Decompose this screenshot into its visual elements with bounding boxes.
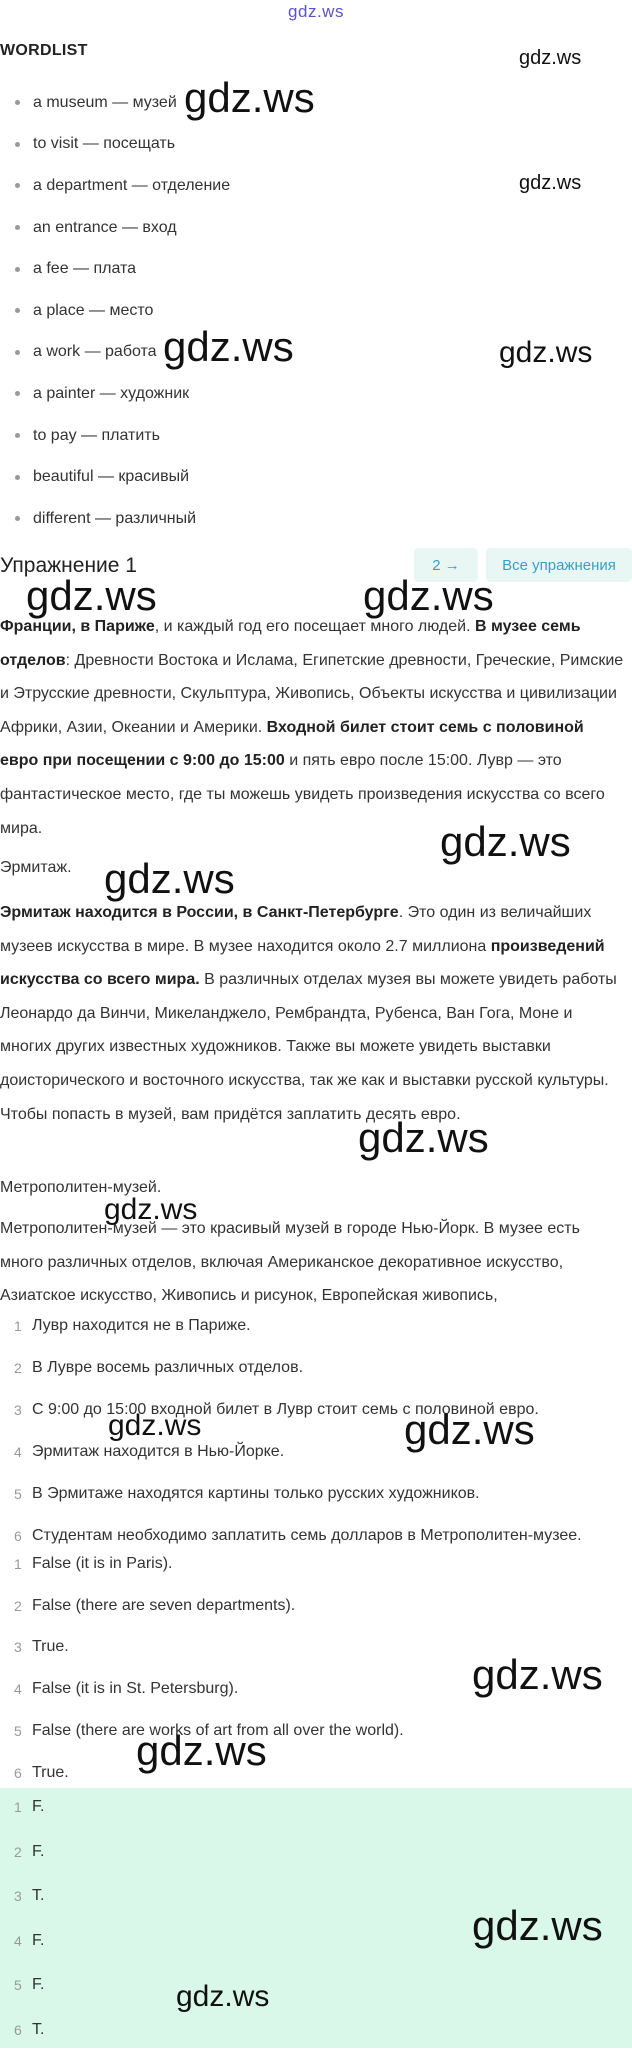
text: , и каждый год его посещает много людей. xyxy=(155,618,475,635)
text: и пять евро после 15:00. Лувр — это фантастическое место, где ты можешь увидеть произведения искусства со всего мира. xyxy=(0,752,605,836)
statement-item xyxy=(0,1473,632,1515)
item-number: 2 xyxy=(0,1598,32,1614)
statement-item xyxy=(0,1305,632,1347)
item-number: 6 xyxy=(0,1528,32,1544)
bold-text: произведений искусства со всего мира. xyxy=(0,938,605,989)
item-number: 1 xyxy=(0,1799,32,1815)
wordlist-entry: a fee — плата xyxy=(33,260,136,278)
item-text: True. xyxy=(32,1638,69,1656)
wordlist-entry: beautiful — красивый xyxy=(33,468,189,486)
bold-text: Франции, в Париже xyxy=(0,618,155,635)
watermark: gdz.ws xyxy=(404,1406,535,1454)
item-number: 6 xyxy=(0,1765,32,1781)
watermark: gdz.ws xyxy=(184,74,315,122)
item-number: 5 xyxy=(0,1723,32,1739)
statement-item xyxy=(0,1431,632,1473)
statement-item xyxy=(0,1389,632,1431)
watermark: gdz.ws xyxy=(440,818,571,866)
watermark: gdz.ws xyxy=(104,1193,197,1227)
list-item xyxy=(0,456,600,498)
item-number: 3 xyxy=(0,1888,32,1904)
bullet-icon xyxy=(15,100,20,105)
all-exercises-button[interactable]: Все упражнения xyxy=(486,548,632,582)
item-text: False (there are seven departments). xyxy=(32,1597,295,1615)
statement-item xyxy=(0,1347,632,1389)
item-text: True. xyxy=(32,1764,69,1782)
item-text: В Эрмитаже находятся картины только русских художников. xyxy=(32,1485,480,1503)
wordlist-entry: to visit — посещать xyxy=(33,135,175,153)
bullet-icon xyxy=(15,142,20,147)
wordlist-entry: to pay — платить xyxy=(33,427,160,445)
text: . Это один из величайших музеев искусства в мире. В музее находится около 2.7 миллиона xyxy=(0,904,591,955)
item-text: В Лувре восемь различных отделов. xyxy=(32,1359,303,1377)
item-text: T. xyxy=(32,2021,44,2039)
wordlist-entry: a place — место xyxy=(33,302,153,320)
item-text: F. xyxy=(32,1798,44,1816)
watermark: gdz.ws xyxy=(519,172,581,195)
item-text: С 9:00 до 15:00 входной билет в Лувр стоит семь с половиной евро. xyxy=(32,1401,539,1419)
watermark: gdz.ws xyxy=(163,323,294,371)
list-item xyxy=(0,165,600,207)
item-text: False (it is in St. Petersburg). xyxy=(32,1680,238,1698)
watermark: gdz.ws xyxy=(176,1980,269,2014)
list-item xyxy=(0,498,600,540)
item-text: F. xyxy=(32,1843,44,1861)
statements-list xyxy=(0,1305,632,1557)
answer-item xyxy=(0,1963,632,2008)
item-number: 4 xyxy=(0,1444,32,1460)
list-item xyxy=(0,248,600,290)
watermark: gdz.ws xyxy=(519,47,581,70)
list-item xyxy=(0,290,600,332)
watermark: gdz.ws xyxy=(108,1409,201,1443)
bold-text: В музее семь отделов xyxy=(0,618,581,669)
answer-item xyxy=(0,1710,632,1752)
item-number: 5 xyxy=(0,1977,32,1993)
answer-item xyxy=(0,1585,632,1627)
watermark: gdz.ws xyxy=(363,572,494,620)
bullet-icon xyxy=(15,308,20,313)
list-item xyxy=(0,415,600,457)
answer-item xyxy=(0,1830,632,1875)
text: В различных отделах музея вы можете увидеть работы Леонардо да Винчи, Микеланджело, Рембрандта, Рубенса, Ван Гога, Моне и многих других известных художников. Также вы можете увидеть выставки доисторического и восточного искусства, так же как и выставки русской культуры. Чтобы попасть в музей, вам придётся заплатить десять евро. xyxy=(0,971,617,1122)
watermark: gdz.ws xyxy=(26,572,157,620)
bullet-icon xyxy=(15,183,20,188)
bullet-icon xyxy=(15,350,20,355)
hermitage-paragraph xyxy=(0,896,625,1131)
met-paragraph: Метрополитен-музей — это красивый музей в городе Нью-Йорк. В музее есть много различных отделов, включая Американское декоративное искусство, Азиатское искусство, Живопись и рисунок, Европейская живопись, xyxy=(0,1212,625,1313)
exercise-title: Упражнение 1 xyxy=(0,554,137,578)
watermark: gdz.ws xyxy=(499,336,592,370)
item-number: 2 xyxy=(0,1360,32,1376)
next-exercise-button[interactable]: 2 → xyxy=(414,548,478,582)
bullet-icon xyxy=(15,516,20,521)
bullet-icon xyxy=(15,225,20,230)
item-number: 1 xyxy=(0,1556,32,1572)
item-number: 4 xyxy=(0,1933,32,1949)
item-number: 3 xyxy=(0,1639,32,1655)
wordlist-entry: different — различный xyxy=(33,510,196,528)
hermitage-heading: Эрмитаж. xyxy=(0,859,72,877)
louvre-paragraph xyxy=(0,610,625,845)
bullet-icon xyxy=(15,475,20,480)
watermark: gdz.ws xyxy=(472,1651,603,1699)
item-text: F. xyxy=(32,1976,44,1994)
wordlist-entry: a department — отделение xyxy=(33,177,230,195)
item-text: Эрмитаж находится в Нью-Йорке. xyxy=(32,1443,284,1461)
bold-text: Эрмитаж находится в России, в Санкт-Петербурге xyxy=(0,904,399,921)
watermark: gdz.ws xyxy=(358,1114,489,1162)
met-heading: Метрополитен-музей. xyxy=(0,1179,161,1197)
item-text: F. xyxy=(32,1932,44,1950)
wordlist xyxy=(0,82,600,540)
item-number: 3 xyxy=(0,1402,32,1418)
item-text: False (it is in Paris). xyxy=(32,1555,172,1573)
item-text: Студентам необходимо заплатить семь долларов в Метрополитен-музее. xyxy=(32,1527,582,1545)
watermark: gdz.ws xyxy=(104,855,235,903)
bold-text: Входной билет стоит семь с половиной евро при посещении с 9:00 до 15:00 xyxy=(0,719,584,770)
wordlist-entry: a work — работа xyxy=(33,343,157,361)
site-logo[interactable]: gdz.ws xyxy=(0,2,632,22)
item-text: Лувр находится не в Париже. xyxy=(32,1317,251,1335)
item-number: 5 xyxy=(0,1486,32,1502)
wordlist-entry: a museum — музей xyxy=(33,94,177,112)
wordlist-entry: a painter — художник xyxy=(33,385,189,403)
bullet-icon xyxy=(15,391,20,396)
item-text: T. xyxy=(32,1887,44,1905)
watermark: gdz.ws xyxy=(472,1902,603,1950)
bullet-icon xyxy=(15,267,20,272)
watermark: gdz.ws xyxy=(136,1727,267,1775)
item-number: 6 xyxy=(0,2022,32,2038)
list-item xyxy=(0,124,600,166)
answer-item xyxy=(0,1543,632,1585)
item-number: 4 xyxy=(0,1681,32,1697)
wordlist-title: WORDLIST xyxy=(0,42,88,60)
list-item xyxy=(0,207,600,249)
list-item xyxy=(0,373,600,415)
text: : Древности Востока и Ислама, Египетские древности, Греческие, Римские и Этрусские древности, Скульптура, Живопись, Объекты искусства и цивилизации Африки, Азии, Океании и Америки. xyxy=(0,652,623,736)
item-number: 1 xyxy=(0,1318,32,1334)
item-text: False (there are works of art from all over the world). xyxy=(32,1722,404,1740)
wordlist-entry: an entrance — вход xyxy=(33,219,177,237)
answer-item xyxy=(0,2008,632,2052)
answer-item xyxy=(0,1785,632,1830)
bullet-icon xyxy=(15,433,20,438)
item-number: 2 xyxy=(0,1844,32,1860)
